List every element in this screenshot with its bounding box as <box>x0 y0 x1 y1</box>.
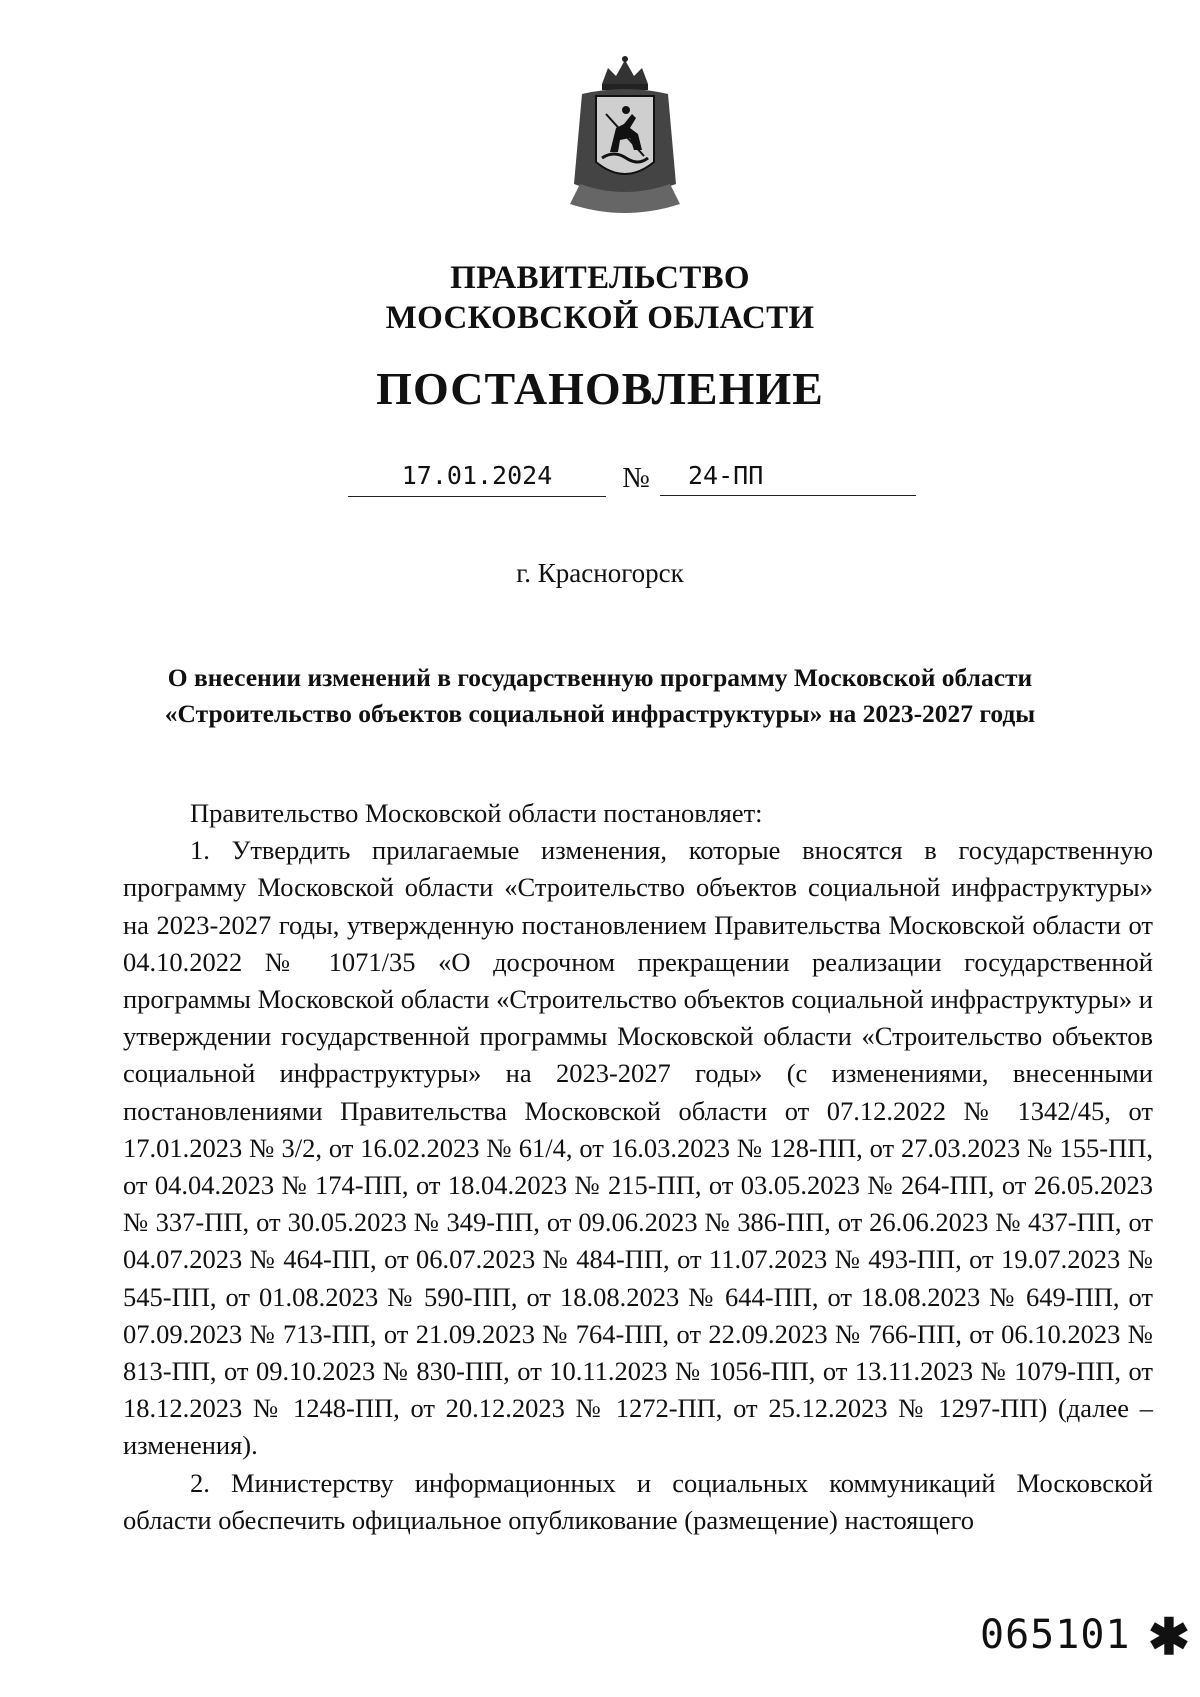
subject-line-1: О внесении изменений в государственную программу Московской области <box>167 663 1033 692</box>
coat-of-arms-emblem <box>562 54 688 214</box>
authority-line-1: ПРАВИТЕЛЬСТВО <box>450 260 750 296</box>
document-date: 17.01.2024 <box>348 456 606 497</box>
document-number: 24-ПП <box>660 456 916 496</box>
clause-2: 2. Министерству информационных и социальных коммуникаций Московской области обеспечить официальное опубликование (размещение) настоящего <box>123 1467 1153 1535</box>
place-of-issue: г. Красногорск <box>516 558 684 588</box>
asterisk-mark-icon: ✱ <box>1148 1609 1190 1665</box>
subject-line-2: «Строительство объектов социальной инфраструктуры» на 2023-2027 годы <box>164 699 1036 728</box>
document-body <box>123 795 1153 1539</box>
issuing-authority <box>0 258 1200 338</box>
preamble: Правительство Московской области постановляет: <box>190 798 763 828</box>
authority-line-2: МОСКОВСКОЙ ОБЛАСТИ <box>385 300 815 336</box>
number-sign: № <box>622 462 650 494</box>
clause-1: 1. Утвердить прилагаемые изменения, которые вносятся в государственную программу Московской области «Строительство объектов социальной инфраструктуры» на 2023-2027 годы, утвержденную постановлением Правительства Московской области от 04.10.2022 № 1071/35 «О досрочном прекращении реализации государственной программы Московской области «Строительство объектов социальной инфраструктуры» и утверждении государственной программы Московской области «Строительство объектов социальной инфраструктуры» на 2023-2027 годы» (с изменениями, внесенными постановлениями Правительства Московской области от 07.12.2022 № 1342/45, от 17.01.2023 № 3/2, от 16.02.2023 № 61/4, от 16.03.2023 № 128-ПП, от 27.03.2023 № 155-ПП, от 04.04.2023 № 174-ПП, от 18.04.2023 № 215-ПП, от 03.05.2023 № 264-ПП, от 26.05.2023 № 337-ПП, от 30.05.2023 № 349-ПП, от 09.06.2023 № 386-ПП, от 26.06.2023 № 437-ПП, от 04.07.2023 № 464-ПП, от 06.07.2023 № 484-ПП, от 11.07.2023 № 493-ПП, от 19.07.2023 № 545-ПП, от 01.08.2023 № 590-ПП, от 18.08.2023 № 644-ПП, от 18.08.2023 № 649-ПП, от 07.09.2023 № 713-ПП, от 21.09.2023 № 764-ПП, от 22.09.2023 № 766-ПП, от 06.10.2023 № 813-ПП, от 09.10.2023 № 830-ПП, от 10.11.2023 № 1056-ПП, от 13.11.2023 № 1079-ПП, от 18.12.2023 № 1248-ПП, от 20.12.2023 № 1272-ПП, от 25.12.2023 № 1297-ПП) (далее – изменения). <box>123 835 1153 1461</box>
document-serial-number: 065101 <box>980 1612 1131 1658</box>
document-subject <box>100 660 1100 732</box>
document-type: ПОСТАНОВЛЕНИЕ <box>376 363 824 414</box>
